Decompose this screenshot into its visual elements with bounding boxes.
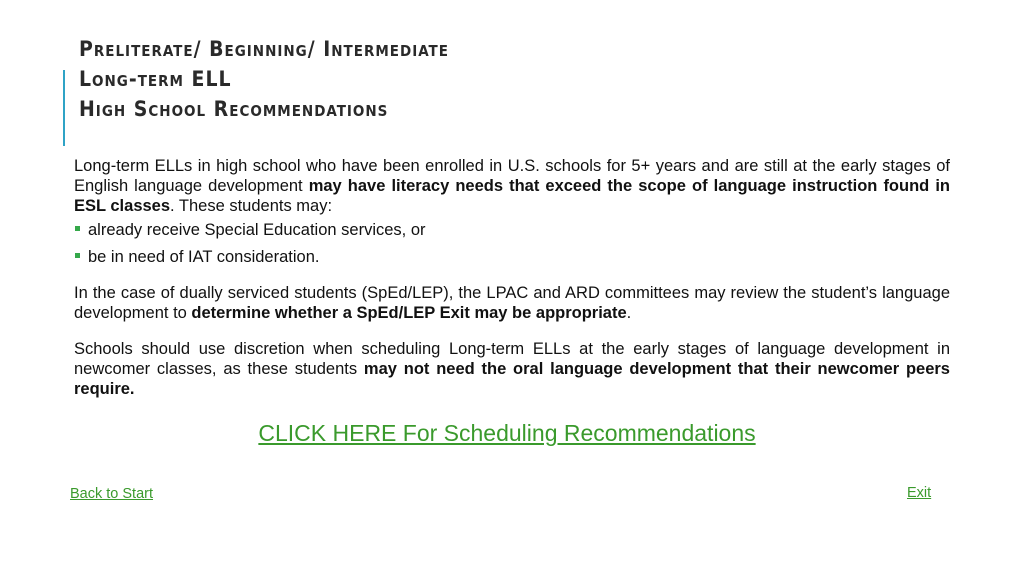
title-line-2: Long-term ELL xyxy=(79,67,232,91)
paragraph-1-bold: may have literacy needs that exceed the scope of language instruction found in ESL classes xyxy=(74,177,950,215)
paragraph-3-bold: may not need the oral language development that their newcomer peers require. xyxy=(74,360,950,398)
paragraph-2-text-end: . xyxy=(626,304,632,322)
bullet-text: already receive Special Education services, or xyxy=(88,221,426,239)
slide-title xyxy=(79,34,779,124)
scheduling-recommendations-link[interactable]: CLICK HERE For Scheduling Recommendations xyxy=(258,420,756,446)
paragraph-2-text: In the case of dually serviced students (SpEd/LEP), the LPAC and ARD committees may review the student’s language development to xyxy=(74,284,950,322)
paragraph-2 xyxy=(74,283,950,323)
bullet-item xyxy=(74,220,950,247)
bullet-icon xyxy=(75,253,80,258)
scheduling-link-container xyxy=(0,419,1014,447)
slide-body xyxy=(74,156,950,399)
bullet-icon xyxy=(75,226,80,231)
exit-link[interactable]: Exit xyxy=(907,485,932,501)
paragraph-3 xyxy=(74,339,950,399)
paragraph-2-bold: determine whether a SpEd/LEP Exit may be appropriate xyxy=(191,304,627,322)
title-line-3: High School Recommendations xyxy=(79,97,389,121)
accent-bar xyxy=(63,70,65,146)
title-line-1: Preliterate/ Beginning/ Intermediate xyxy=(79,37,449,61)
bullet-text: be in need of IAT consideration. xyxy=(88,248,320,266)
bullet-item xyxy=(74,247,950,274)
paragraph-3-text: Schools should use discretion when scheduling Long-term ELLs at the early stages of language development in newcomer classes, as these students xyxy=(74,340,950,378)
bullet-list xyxy=(74,220,950,274)
paragraph-1 xyxy=(74,156,950,216)
paragraph-1-text: Long-term ELLs in high school who have been enrolled in U.S. schools for 5+ years and are still at the early stages of English language development xyxy=(74,157,950,195)
back-to-start-link[interactable]: Back to Start xyxy=(70,486,154,502)
paragraph-1-text-end: . These students may: xyxy=(170,197,333,215)
